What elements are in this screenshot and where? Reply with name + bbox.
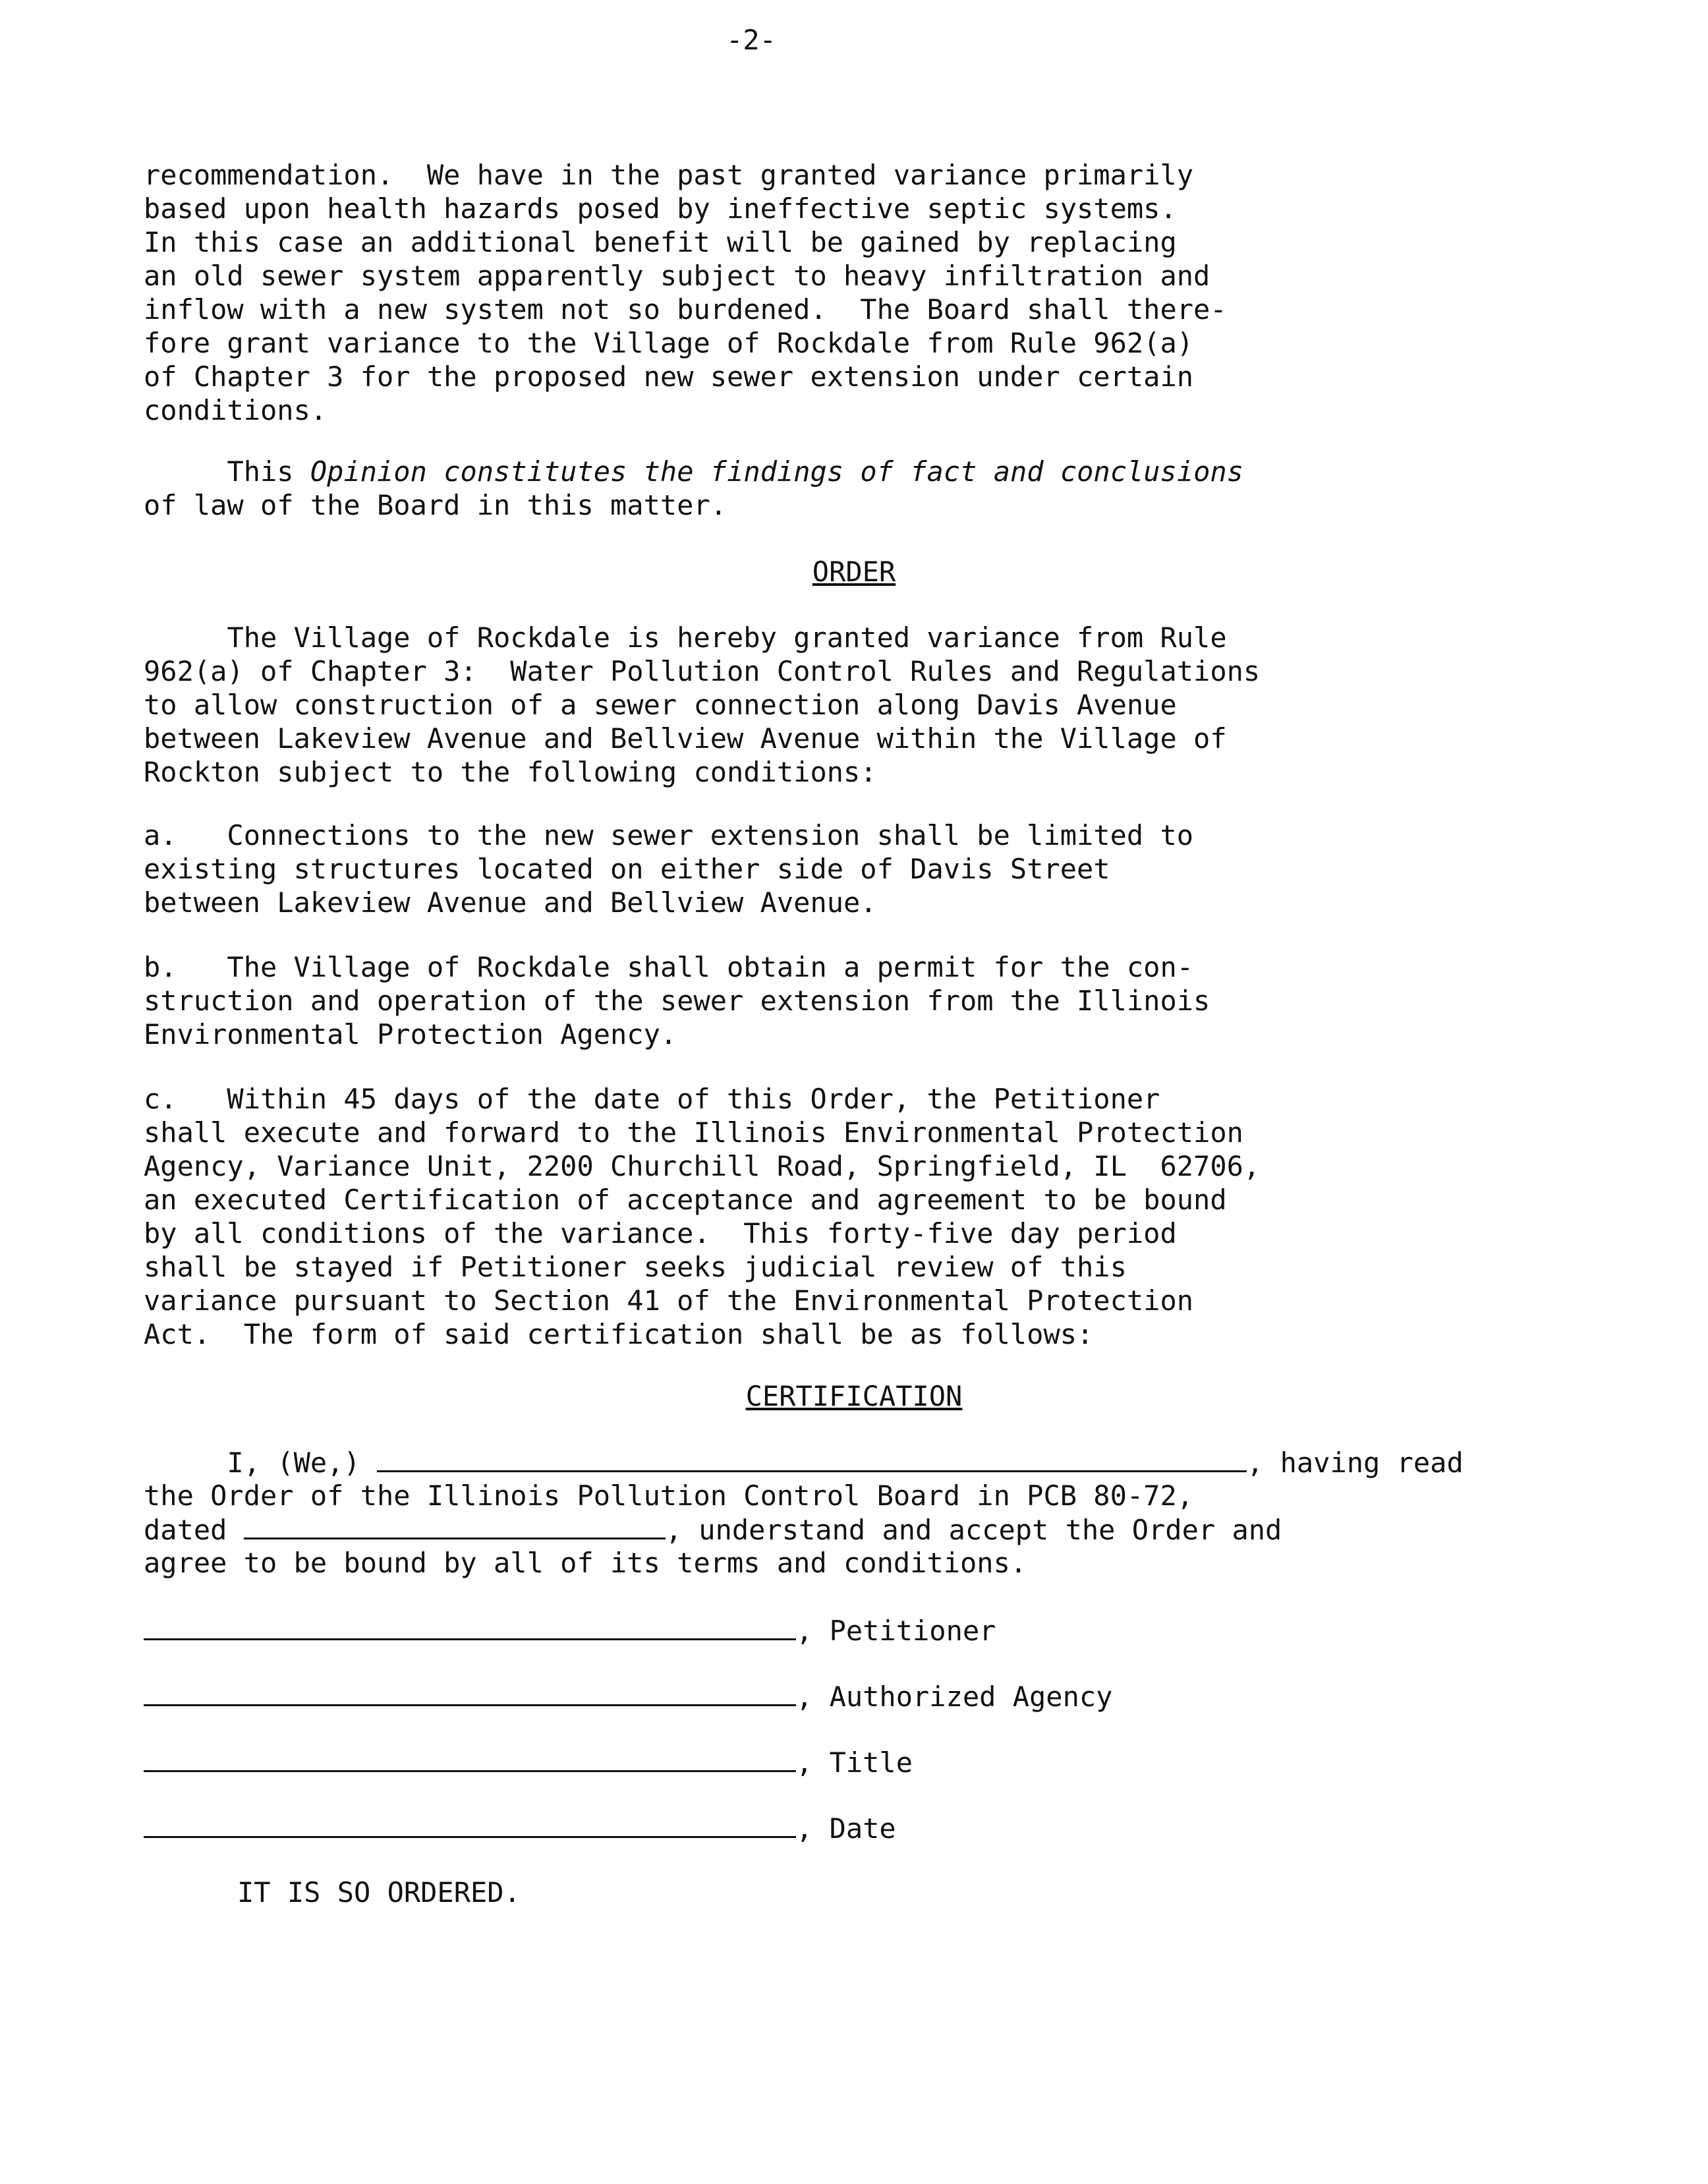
paragraph-opinion-statement xyxy=(144,455,1501,522)
certification-heading xyxy=(0,1379,1708,1413)
opinion-statement-text: This Opinion constitutes the findings of fact and conclusions of law of the Board in this matter. xyxy=(144,455,1243,521)
cert-line1-end: , having read xyxy=(1247,1447,1464,1479)
condition-b: b. The Village of Rockdale shall obtain a permit for the con- struction and operation of the sewer extension from the Illinois Environmental Protection Agency. xyxy=(144,951,1210,1050)
name-blank[interactable] xyxy=(377,1445,1247,1472)
signature-row-title xyxy=(144,1744,913,1779)
certification-heading-text: CERTIFICATION xyxy=(745,1380,963,1412)
paragraph-recommendation: recommendation. We have in the past granted variance primarily based upon health hazards posed by ineffective septic systems. In this case an additional benefit will be gained by replacing an old sewer system apparently subject to heavy infiltration and inflow with a new system not so burdened. The Board shall there- fore grant variance to the Village of Rockdale from Rule 962(a) of Chapter 3 for the proposed new sewer extension under certain conditions. xyxy=(144,159,1227,426)
date-signature-line[interactable] xyxy=(144,1810,796,1838)
order-heading xyxy=(0,555,1708,589)
petitioner-signature-line[interactable] xyxy=(144,1612,796,1640)
date-label: , Date xyxy=(796,1812,896,1845)
certification-line-1 xyxy=(144,1445,1501,1480)
date-blank[interactable] xyxy=(244,1512,666,1539)
certification-line-2: the Order of the Illinois Pollution Control Board in PCB 80-72, xyxy=(144,1480,1194,1512)
cert-line1-start: I, (We,) xyxy=(144,1447,378,1479)
closing-statement: IT IS SO ORDERED. xyxy=(237,1876,521,1909)
condition-a: a. Connections to the new sewer extension shall be limited to existing structures located on either side of Davis Street between Lakeview Avenue and Bellview Avenue. xyxy=(144,819,1194,919)
signature-row-petitioner xyxy=(144,1612,996,1648)
cert-line3-start: dated xyxy=(144,1514,244,1546)
certification-line-4: agree to be bound by all of its terms and conditions. xyxy=(144,1547,1027,1579)
order-heading-text: ORDER xyxy=(812,556,896,588)
paragraph-order-grant: The Village of Rockdale is hereby granted variance from Rule 962(a) of Chapter 3: Water Pollution Control Rules and Regulations to allow construction of a sewer connection along Davis Avenue between Lakeview Avenue and Bellview Avenue within the Village of Rockton subject to the following conditions: xyxy=(144,621,1261,788)
title-signature-line[interactable] xyxy=(144,1744,796,1772)
certification-line-3 xyxy=(144,1512,1501,1547)
agency-signature-line[interactable] xyxy=(144,1678,796,1706)
title-label: , Title xyxy=(796,1746,913,1779)
cert-line3-end: , understand and accept the Order and xyxy=(665,1514,1282,1546)
signature-row-agency xyxy=(144,1678,1112,1713)
agency-label: , Authorized Agency xyxy=(796,1681,1113,1713)
condition-c: c. Within 45 days of the date of this Order, the Petitioner shall execute and forward to the Illinois Environmental Protection Agency, Variance Unit, 2200 Churchill Road, Springfield, IL 62706, an executed Certification of acceptance and agreement to be bound by all conditions of the variance. This forty-five day period shall be stayed if Petitioner seeks judicial review of this variance pursuant to Section 41 of the Environmental Protection Act. The form of said certification shall be as follows: xyxy=(144,1083,1261,1350)
signature-row-date xyxy=(144,1810,896,1845)
page-number: -2- xyxy=(726,24,776,56)
petitioner-label: , Petitioner xyxy=(796,1615,996,1647)
